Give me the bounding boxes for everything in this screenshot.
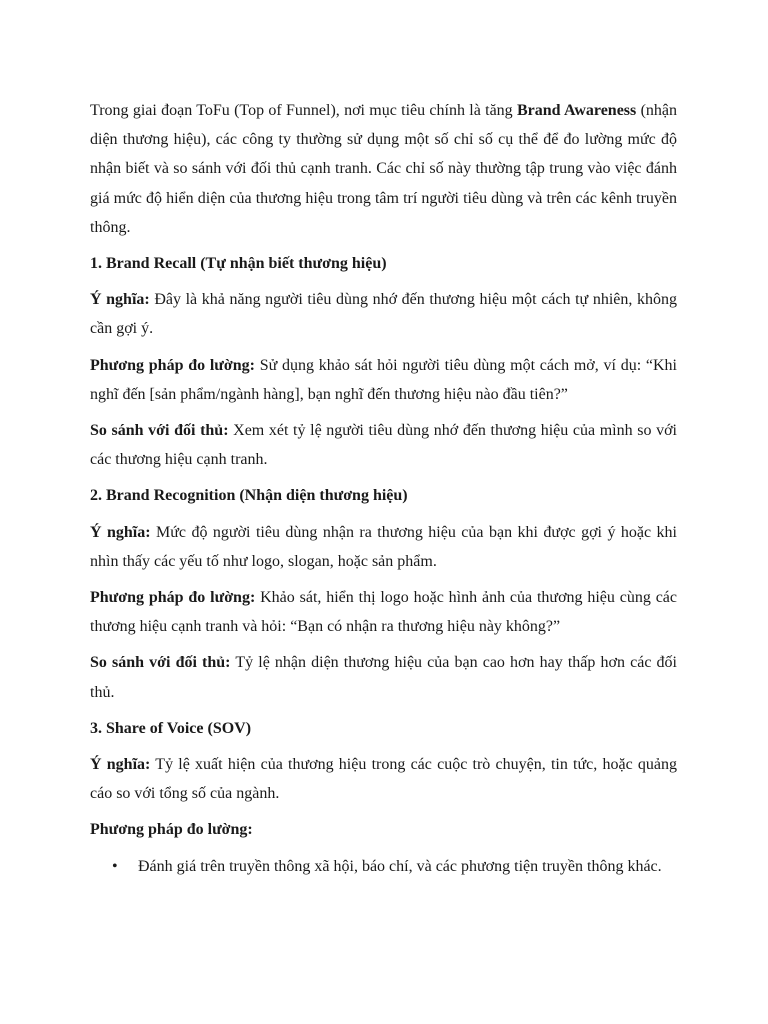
method-label: Phương pháp đo lường: (90, 589, 256, 607)
compare-label: So sánh với đối thủ: (90, 422, 229, 440)
compare-text: Xem xét tỷ lệ người tiêu dùng nhớ đến thương hiệu của mình so với các thương hiệu cạnh tranh. (90, 422, 678, 469)
section-1-method (90, 351, 677, 409)
brand-awareness-term: Brand Awareness (516, 102, 637, 119)
section-2-meaning (90, 518, 677, 576)
intro-text-end: (nhận diện thương hiệu), các công ty thường sử dụng một số chỉ số cụ thể để đo lường mức độ nhận biết và so sánh với đối thủ cạnh tranh. Các chỉ số này thường tập trung vào việc đánh giá mức độ hiển diện của thương hiệu trong tâm trí người tiêu dùng và trên các kênh truyền thông. (90, 102, 677, 236)
section-heading-brand-recognition: 2. Brand Recognition (Nhận diện thương hiệu) (90, 487, 408, 505)
list-item-text: Đánh giá trên truyền thông xã hội, báo chí, và các phương tiện truyền thông khác. (138, 857, 662, 875)
section-2-compare (90, 648, 677, 706)
bullet-icon: • (112, 857, 118, 875)
section-1-compare (90, 416, 677, 474)
method-text: Khảo sát, hiển thị logo hoặc hình ảnh của thương hiệu cùng các thương hiệu cạnh tranh và hỏi: “Bạn có nhận ra thương hiệu này không?” (90, 589, 677, 636)
intro-text-start: Trong giai đoạn ToFu (Top of Funnel), nơi mục tiêu chính là tăng (90, 102, 517, 119)
document-page (90, 96, 677, 881)
section-3-method-label: Phương pháp đo lường: (90, 821, 253, 839)
section-heading-share-of-voice: 3. Share of Voice (SOV) (90, 719, 252, 737)
meaning-label: Ý nghĩa: (90, 291, 150, 309)
method-label: Phương pháp đo lường: (90, 356, 255, 374)
section-2-method (90, 583, 677, 641)
meaning-label: Ý nghĩa: (90, 523, 151, 541)
sov-method-list (90, 852, 677, 881)
method-text: Sử dụng khảo sát hỏi người tiêu dùng một cách mở, ví dụ: “Khi nghĩ đến [sản phẩm/ngành hàng], bạn nghĩ đến thương hiệu nào đầu tiên?” (90, 356, 677, 403)
compare-text: Tỷ lệ nhận diện thương hiệu của bạn cao hơn hay thấp hơn các đối thủ. (90, 654, 677, 701)
intro-paragraph (90, 96, 677, 242)
meaning-text: Tỷ lệ xuất hiện của thương hiệu trong các cuộc trò chuyện, tin tức, hoặc quảng cáo so với tổng số của ngành. (90, 756, 678, 803)
meaning-text: Đây là khả năng người tiêu dùng nhớ đến thương hiệu một cách tự nhiên, không cần gợi ý. (90, 291, 677, 338)
meaning-text: Mức độ người tiêu dùng nhận ra thương hiệu của bạn khi được gợi ý hoặc khi nhìn thấy các yếu tố như logo, slogan, hoặc sản phẩm. (90, 523, 678, 570)
compare-label: So sánh với đối thủ: (90, 654, 231, 672)
meaning-label: Ý nghĩa: (90, 756, 151, 774)
section-heading-brand-recall: 1. Brand Recall (Tự nhận biết thương hiệu) (90, 255, 387, 273)
section-1-meaning (90, 285, 677, 343)
list-item (90, 852, 677, 881)
section-3-meaning (90, 750, 677, 808)
